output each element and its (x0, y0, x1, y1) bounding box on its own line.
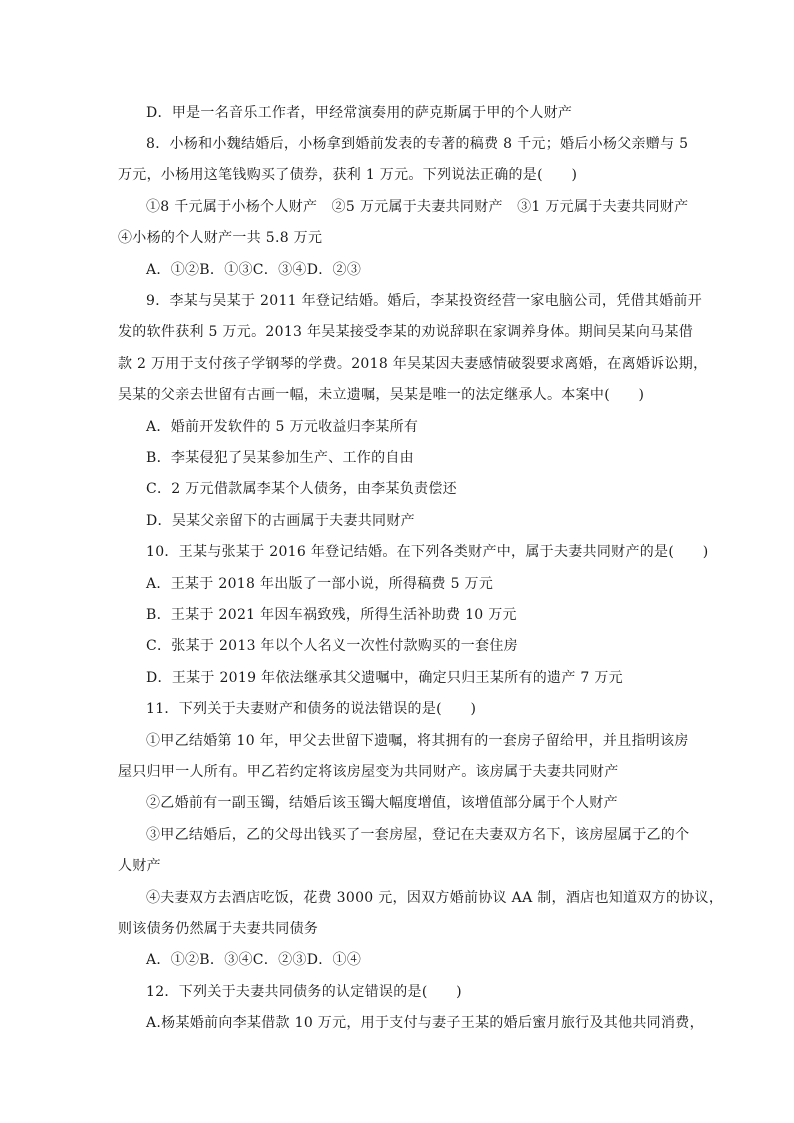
option-10b: B．王某于 2021 年因车祸致残，所得生活补助费 10 万元 (146, 607, 517, 623)
question-8-statements-line-2: ④小杨的个人财产一共 5.8 万元 (118, 230, 323, 246)
option-12a-line-1: A.杨某婚前向李某借款 10 万元，用于支付与妻子王某的婚后蜜月旅行及其他共同消费， (146, 1015, 704, 1031)
option-9c: C．2 万元借款属李某个人债务，由李某负责偿还 (146, 481, 457, 497)
question-8-stem-line-2: 万元，小杨用这笔钱购买了债券，获利 1 万元。下列说法正确的是( ) (118, 167, 578, 183)
question-9-stem-line-4: 吴某的父亲去世留有古画一幅，未立遗嘱，吴某是唯一的法定继承人。本案中( ) (118, 387, 645, 403)
question-9-stem-line-2: 发的软件获利 5 万元。2013 年吴某接受李某的劝说辞职在家调养身体。期间吴某向马某借 (118, 324, 694, 340)
question-9-stem-line-1: 9．李某与吴某于 2011 年登记结婚。婚后，李某投资经营一家电脑公司，凭借其婚前开 (146, 293, 703, 309)
option-9b: B．李某侵犯了吴某参加生产、工作的自由 (146, 450, 414, 466)
option-10d: D．王某于 2019 年依法继承其父遗嘱中，确定只归王某所有的遗产 7 万元 (146, 670, 623, 686)
question-11-statement-1-line-2: 屋只归甲一人所有。甲乙若约定将该房屋变为共同财产。该房属于夫妻共同财产 (118, 764, 619, 780)
question-8-statements-line-1: ①8 千元属于小杨个人财产 ②5 万元属于夫妻共同财产 ③1 万元属于夫妻共同财产 (146, 199, 689, 215)
question-11-stem: 11．下列关于夫妻财产和债务的说法错误的是( ) (146, 701, 477, 717)
question-11-statement-4-line-2: 则该债务仍然属于夫妻共同债务 (118, 921, 319, 937)
option-10c: C．张某于 2013 年以个人名义一次性付款购买的一套住房 (146, 638, 518, 654)
question-11-statement-4-line-1: ④夫妻双方去酒店吃饭，花费 3000 元，因双方婚前协议 AA 制，酒店也知道双方的协议， (146, 890, 724, 906)
option-9a: A．婚前开发软件的 5 万元收益归李某所有 (146, 419, 419, 435)
option-9d: D．吴某父亲留下的古画属于夫妻共同财产 (146, 513, 415, 529)
question-10-stem: 10．王某与张某于 2016 年登记结婚。在下列各类财产中，属于夫妻共同财产的是( ) (146, 544, 709, 560)
question-11-statement-1-line-1: ①甲乙结婚第 10 年，甲父去世留下遗嘱，将其拥有的一套房子留给甲，并且指明该房 (146, 733, 689, 749)
question-11-statement-3-line-2: 人财产 (118, 858, 161, 874)
question-11-statement-3-line-1: ③甲乙结婚后，乙的父母出钱买了一套房屋，登记在夫妻双方名下，该房屋属于乙的个 (146, 827, 690, 843)
question-9-stem-line-3: 款 2 万用于支付孩子学钢琴的学费。2018 年吴某因夫妻感情破裂要求离婚，在离婚诉讼期， (118, 356, 708, 372)
question-11-statement-2: ②乙婚前有一副玉镯，结婚后该玉镯大幅度增值，该增值部分属于个人财产 (146, 795, 618, 811)
question-12-stem: 12．下列关于夫妻共同债务的认定错误的是( ) (146, 984, 462, 1000)
option-7d: D．甲是一名音乐工作者，甲经常演奏用的萨克斯属于甲的个人财产 (146, 105, 573, 121)
question-11-options: A．①②B．③④C．②③D．①④ (146, 952, 362, 968)
option-10a: A．王某于 2018 年出版了一部小说，所得稿费 5 万元 (146, 576, 494, 592)
question-8-options: A．①②B．①③C．③④D．②③ (146, 262, 362, 278)
question-8-stem-line-1: 8．小杨和小魏结婚后，小杨拿到婚前发表的专著的稿费 8 千元；婚后小杨父亲赠与 5 (146, 136, 689, 152)
